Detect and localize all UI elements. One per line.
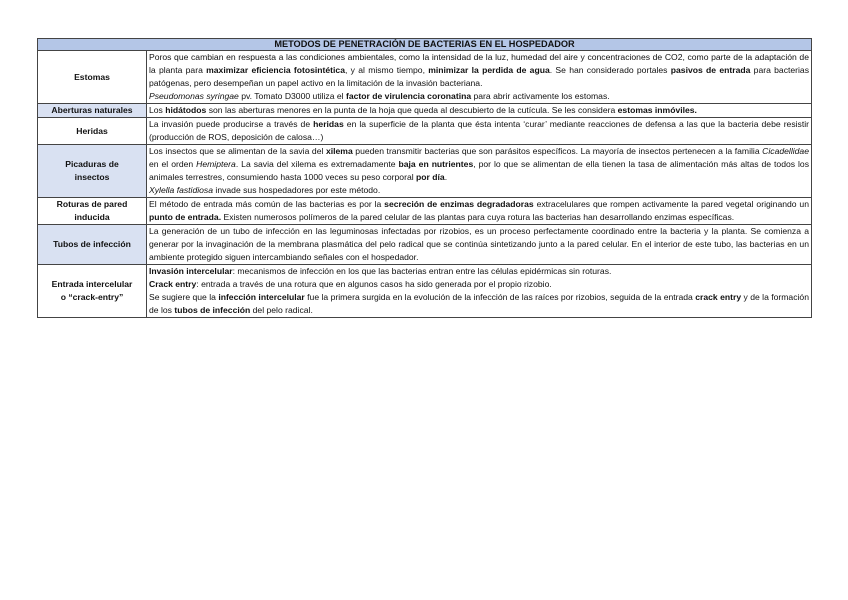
method-description (147, 198, 812, 225)
method-description (147, 118, 812, 145)
text-run: : mecanismos de infección en los que las bacterias entran entre las células epidérmicas sin roturas. (232, 266, 612, 276)
text-run: El método de entrada más común de las bacterias es por la (149, 199, 385, 209)
method-description (147, 265, 812, 318)
description-paragraph (149, 278, 809, 291)
text-run: extracelulares que rompen activamente la pared vegetal originando un (533, 199, 809, 209)
text-run: invade sus hospedadores por este método. (213, 185, 381, 195)
bold-text: crack entry (695, 292, 742, 302)
table-body (38, 51, 812, 318)
bold-text: infección intercelular (218, 292, 305, 302)
method-name: Tubos de infección (38, 225, 147, 265)
bold-text: baja en nutrientes (398, 159, 474, 169)
bold-text: factor de virulencia coronatina (345, 91, 472, 101)
bold-text: hidátodos (165, 105, 207, 115)
description-paragraph (149, 184, 809, 197)
description-paragraph (149, 225, 809, 264)
bold-text: pasivos de entrada (670, 65, 751, 75)
method-description (147, 51, 812, 104)
text-run: para abrir activamente los estomas. (471, 91, 610, 101)
bold-text: secreción de enzimas degradadoras (384, 199, 534, 209)
text-run: , y al mismo tiempo, (345, 65, 429, 75)
italic-text: Cicadellidae (762, 146, 809, 156)
method-name: Picaduras de insectos (38, 145, 147, 198)
description-paragraph (149, 90, 809, 103)
method-name: Heridas (38, 118, 147, 145)
method-row (38, 225, 812, 265)
text-run: , por lo que se alimentan de ella tienen la tasa de alimentación más altas de todos los animales terrestres, consumiendo hasta 1000 veces su peso corporal (149, 159, 810, 182)
description-paragraph (149, 198, 809, 224)
bold-text: Crack entry (149, 279, 197, 289)
italic-text: Xylella fastidiosa (149, 185, 214, 195)
description-paragraph (149, 265, 809, 278)
text-run: para bacterias patógenas, pero desempeñan un papel activo en la limitación de la invasión bacteriana. (149, 65, 810, 88)
text-run: Existen numerosos polímeros de la pared celular de las plantas para cuya rotura las bacterias han desarrollando enzimas específicas. (221, 212, 735, 222)
italic-text: Hemiptera (196, 159, 236, 169)
text-run: : entrada a través de una rotura que en algunos casos ha sido generada por el propio rizobio. (196, 279, 552, 289)
text-run: del pelo radical. (250, 305, 313, 315)
text-run: . La savia del xilema es extremadamente (235, 159, 399, 169)
table-title: METODOS DE PENETRACIÓN DE BACTERIAS EN EL HOSPEDADOR (38, 39, 812, 51)
bold-text: tubos de infección (174, 305, 251, 315)
description-paragraph (149, 118, 809, 144)
italic-text: Pseudomonas syringae (149, 91, 239, 101)
method-row (38, 145, 812, 198)
method-row (38, 118, 812, 145)
text-run: pueden transmitir bacterias que son parásitos específicos. La mayoría de insectos pertenecen a la familia (352, 146, 763, 156)
text-run: Poros que cambian en respuesta a las condiciones ambientales, como la intensidad de la luz, humedad del aire y concentraciones de CO2, como parte de la adaptación de la planta para (149, 52, 809, 75)
text-run: Los insectos que se alimentan de la savia del (149, 146, 326, 156)
method-row (38, 265, 812, 318)
text-run: Se sugiere que la (149, 292, 219, 302)
description-paragraph (149, 291, 809, 317)
method-name: Estomas (38, 51, 147, 104)
description-paragraph (149, 51, 809, 90)
bold-text: estomas inmóviles. (617, 105, 697, 115)
bold-text: Invasión intercelular (149, 266, 233, 276)
text-run: en el orden (149, 159, 197, 169)
method-name: Aberturas naturales (38, 104, 147, 118)
text-run: . Se han considerado portales (549, 65, 671, 75)
method-description (147, 225, 812, 265)
method-row (38, 104, 812, 118)
method-row (38, 198, 812, 225)
bold-text: punto de entrada. (149, 212, 222, 222)
method-name: Entrada intercelular o “crack-entry” (38, 265, 147, 318)
methods-table (37, 38, 812, 318)
text-run: La generación de un tubo de infección en las leguminosas infectadas por rizobios, es un proceso perfectamente coordinado entre la bacteria y la planta. Se comienza a generar por la invaginación de la membrana plasmática del pelo radical que se continúa sintetizando junto a la pared celular. En el interior de este tubo, las bacterias en un ambiente protegido siguen intercambiando señales con el hospedador. (149, 226, 809, 262)
bold-text: xilema (325, 146, 353, 156)
text-run: La invasión puede producirse a través de (149, 119, 314, 129)
text-run: son las aberturas menores en la punta de la hoja que queda al descubierto de la cutícula. Se les considera (206, 105, 618, 115)
text-run: Los (149, 105, 166, 115)
bold-text: heridas (313, 119, 344, 129)
method-row (38, 51, 812, 104)
text-run: y de la formación de los (149, 292, 809, 315)
bold-text: maximizar eficiencia fotosintética (206, 65, 345, 75)
text-run: . (444, 172, 448, 182)
table-header-row (38, 39, 812, 51)
text-run: en la superficie de la planta que ésta intenta ‘curar’ mediante reacciones de defensa a las que la bacteria debe resistir (producción de ROS, deposición de calosa…) (149, 119, 809, 142)
bold-text: por día (416, 172, 445, 182)
text-run: fue la primera surgida en la evolución de la infección de las raíces por rizobios, seguida de la entrada (304, 292, 696, 302)
bold-text: minimizar la perdida de agua (428, 65, 550, 75)
method-description (147, 104, 812, 118)
description-paragraph (149, 145, 809, 184)
description-paragraph (149, 104, 809, 117)
method-name: Roturas de pared inducida (38, 198, 147, 225)
method-description (147, 145, 812, 198)
text-run: pv. Tomato D3000 utiliza el (238, 91, 346, 101)
